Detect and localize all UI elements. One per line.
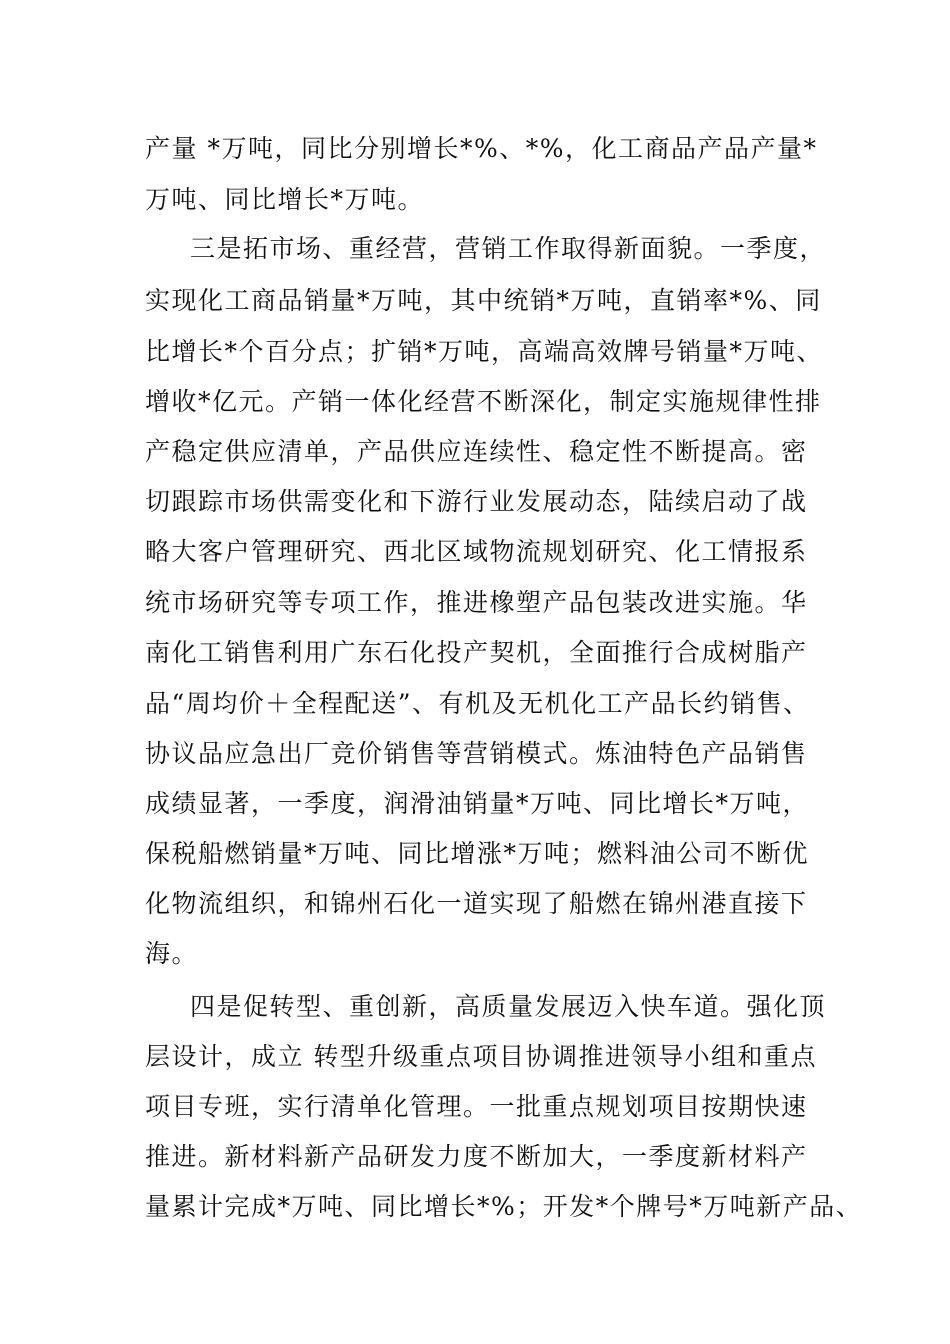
text-line: 实现化工商品销量*万吨，其中统销*万吨，直销率*%、同: [145, 286, 822, 315]
text-line: 成绩显著，一季度，润滑油销量*万吨、同比增长*万吨，: [145, 789, 810, 818]
text-line: 推进。新材料新产品研发力度不断加大，一季度新材料产: [145, 1142, 808, 1171]
text-line: 品“周均价＋全程配送”、有机及无机化工产品长约销售、: [145, 689, 810, 718]
text-line: 比增长*个百分点；扩销*万吨，高端高效牌号销量*万吨、: [145, 337, 824, 366]
text-line: 化物流组织，和锦州石化一道实现了船燃在锦州港直接下: [145, 889, 808, 918]
text-line: 层设计，成立 转型升级重点项目协调推进领导小组和重点: [145, 1042, 817, 1071]
text-line: 略大客户管理研究、西北区域物流规划研究、化工情报系: [145, 537, 808, 566]
text-line: 量累计完成*万吨、同比增长*%；开发*个牌号*万吨新产品、: [145, 1192, 863, 1221]
text-line: 产稳定供应清单，产品供应连续性、稳定性不断提高。密: [145, 437, 808, 466]
text-line: 万吨、同比增长*万吨。: [145, 185, 425, 214]
text-line: 项目专班，实行清单化管理。一批重点规划项目按期快速: [145, 1092, 808, 1121]
text-line: 切跟踪市场供需变化和下游行业发展动态，陆续启动了战: [145, 487, 808, 516]
paragraph-3-start: 三是拓市场、重经营，营销工作取得新面貌。一季度，: [190, 234, 827, 263]
text-line: 产量 *万吨，同比分别增长*%、*%，化工商品产品产量*: [145, 134, 818, 163]
text-line: 保税船燃销量*万吨、同比增涨*万吨；燃料油公司不断优: [145, 839, 810, 868]
paragraph-4-start: 四是促转型、重创新，高质量发展迈入快车道。强化顶: [190, 992, 827, 1021]
text-line: 协议品应急出厂竞价销售等营销模式。炼油特色产品销售: [145, 739, 808, 768]
text-line: 南化工销售利用广东石化投产契机，全面推行合成树脂产: [145, 638, 808, 667]
text-line: 增收*亿元。产销一体化经营不断深化，制定实施规律性排: [145, 387, 822, 416]
text-line: 统市场研究等专项工作，推进橡塑产品包装改进实施。华: [145, 588, 808, 617]
text-line: 海。: [145, 939, 199, 968]
